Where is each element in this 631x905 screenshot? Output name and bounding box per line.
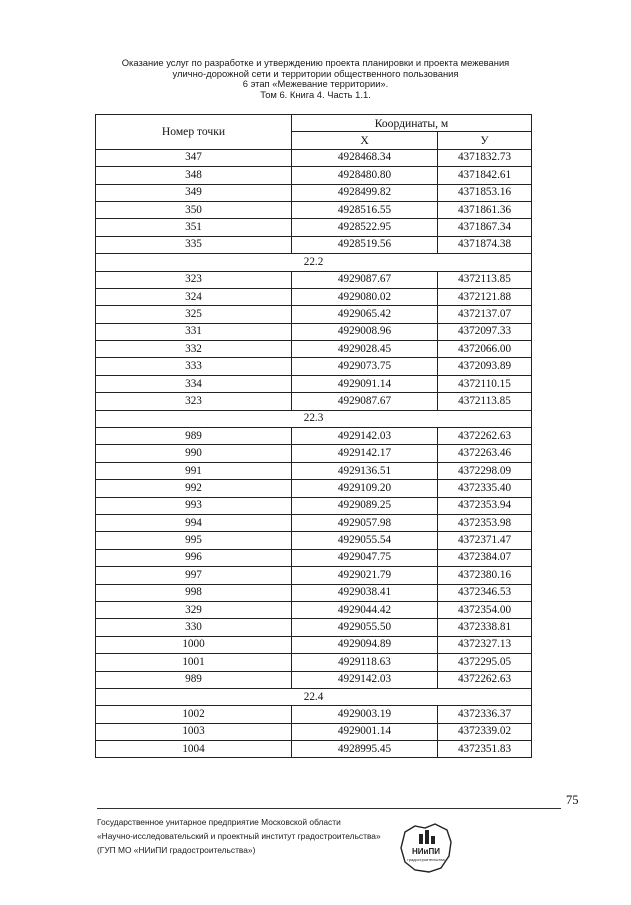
cell-y-coordinate: 4372121.88 [438, 288, 532, 305]
cell-x-coordinate: 4929001.14 [292, 723, 438, 740]
cell-point-number: 324 [96, 288, 292, 305]
cell-y-coordinate: 4372353.94 [438, 497, 532, 514]
table-row [96, 723, 532, 740]
table-row [96, 532, 532, 549]
document-footer [97, 815, 381, 857]
cell-y-coordinate: 4371832.73 [438, 149, 532, 166]
cell-x-coordinate: 4929089.25 [292, 497, 438, 514]
niipi-logo-icon [395, 816, 457, 878]
cell-x-coordinate: 4929008.96 [292, 323, 438, 340]
cell-point-number: 335 [96, 236, 292, 253]
section-row [96, 410, 532, 427]
cell-y-coordinate: 4372263.46 [438, 445, 532, 462]
table-row [96, 236, 532, 253]
cell-y-coordinate: 4372298.09 [438, 462, 532, 479]
table-row [96, 358, 532, 375]
header-line-4: Том 6. Книга 4. Часть 1.1. [260, 88, 371, 100]
cell-x-coordinate: 4929044.42 [292, 601, 438, 618]
column-header-point: Номер точки [96, 115, 292, 150]
table-row [96, 201, 532, 218]
section-label: 22.3 [96, 410, 532, 427]
document-header [60, 58, 571, 100]
cell-point-number: 332 [96, 341, 292, 358]
table-row [96, 288, 532, 305]
cell-x-coordinate: 4929118.63 [292, 654, 438, 671]
cell-y-coordinate: 4372354.00 [438, 601, 532, 618]
cell-x-coordinate: 4929055.54 [292, 532, 438, 549]
cell-y-coordinate: 4372093.89 [438, 358, 532, 375]
cell-y-coordinate: 4372066.00 [438, 341, 532, 358]
cell-y-coordinate: 4372346.53 [438, 584, 532, 601]
cell-x-coordinate: 4929142.03 [292, 671, 438, 688]
cell-point-number: 333 [96, 358, 292, 375]
cell-point-number: 989 [96, 671, 292, 688]
cell-point-number: 334 [96, 375, 292, 392]
cell-y-coordinate: 4372384.07 [438, 549, 532, 566]
table-row [96, 323, 532, 340]
cell-x-coordinate: 4929057.98 [292, 514, 438, 531]
cell-y-coordinate: 4372339.02 [438, 723, 532, 740]
table-row [96, 445, 532, 462]
table-row [96, 706, 532, 723]
cell-x-coordinate: 4929028.45 [292, 341, 438, 358]
cell-x-coordinate: 4929087.67 [292, 393, 438, 410]
cell-y-coordinate: 4372353.98 [438, 514, 532, 531]
table-row [96, 271, 532, 288]
header-line-2: улично-дорожной сети и территории общественного пользования [172, 67, 459, 79]
footer-line-1: Государственное унитарное предприятие Московской области [97, 817, 341, 827]
cell-y-coordinate: 4372295.05 [438, 654, 532, 671]
logo-text: НИиПИ [412, 847, 440, 856]
cell-y-coordinate: 4371861.36 [438, 201, 532, 218]
cell-x-coordinate: 4929142.03 [292, 428, 438, 445]
cell-y-coordinate: 4372262.63 [438, 671, 532, 688]
cell-y-coordinate: 4372338.81 [438, 619, 532, 636]
footer-line-3: (ГУП МО «НИиПИ градостроительства») [97, 845, 256, 855]
cell-y-coordinate: 4372113.85 [438, 271, 532, 288]
cell-x-coordinate: 4929047.75 [292, 549, 438, 566]
column-header-coordinates: Координаты, м [292, 115, 532, 132]
cell-x-coordinate: 4928522.95 [292, 219, 438, 236]
table-row [96, 393, 532, 410]
table-row [96, 167, 532, 184]
table-row [96, 514, 532, 531]
table-row [96, 584, 532, 601]
table-row [96, 341, 532, 358]
cell-y-coordinate: 4372335.40 [438, 480, 532, 497]
cell-x-coordinate: 4929109.20 [292, 480, 438, 497]
cell-point-number: 992 [96, 480, 292, 497]
cell-x-coordinate: 4929038.41 [292, 584, 438, 601]
cell-point-number: 325 [96, 306, 292, 323]
column-header-y: У [438, 132, 532, 149]
table-header-row [96, 115, 532, 132]
table-row [96, 601, 532, 618]
cell-y-coordinate: 4372262.63 [438, 428, 532, 445]
cell-y-coordinate: 4371842.61 [438, 167, 532, 184]
cell-x-coordinate: 4929080.02 [292, 288, 438, 305]
cell-x-coordinate: 4928480.80 [292, 167, 438, 184]
cell-y-coordinate: 4371874.38 [438, 236, 532, 253]
cell-x-coordinate: 4928468.34 [292, 149, 438, 166]
cell-x-coordinate: 4928516.55 [292, 201, 438, 218]
table-row [96, 375, 532, 392]
cell-y-coordinate: 4372351.83 [438, 741, 532, 758]
cell-y-coordinate: 4372380.16 [438, 567, 532, 584]
cell-point-number: 998 [96, 584, 292, 601]
cell-point-number: 995 [96, 532, 292, 549]
cell-point-number: 1001 [96, 654, 292, 671]
section-row [96, 254, 532, 271]
table-row [96, 184, 532, 201]
cell-point-number: 1004 [96, 741, 292, 758]
cell-x-coordinate: 4929136.51 [292, 462, 438, 479]
coordinates-table [95, 114, 532, 758]
cell-point-number: 997 [96, 567, 292, 584]
cell-point-number: 991 [96, 462, 292, 479]
table-row [96, 619, 532, 636]
cell-point-number: 323 [96, 271, 292, 288]
cell-point-number: 349 [96, 184, 292, 201]
cell-x-coordinate: 4929065.42 [292, 306, 438, 323]
table-row [96, 497, 532, 514]
table-row [96, 428, 532, 445]
cell-x-coordinate: 4929055.50 [292, 619, 438, 636]
cell-point-number: 996 [96, 549, 292, 566]
cell-x-coordinate: 4928995.45 [292, 741, 438, 758]
table-row [96, 219, 532, 236]
cell-y-coordinate: 4372327.13 [438, 636, 532, 653]
footer-line-2: «Научно-исследовательский и проектный институт градостроительства» [97, 831, 381, 841]
cell-y-coordinate: 4372097.33 [438, 323, 532, 340]
cell-point-number: 351 [96, 219, 292, 236]
cell-y-coordinate: 4371867.34 [438, 219, 532, 236]
cell-point-number: 331 [96, 323, 292, 340]
cell-point-number: 323 [96, 393, 292, 410]
table-row [96, 480, 532, 497]
cell-x-coordinate: 4929142.17 [292, 445, 438, 462]
cell-y-coordinate: 4371853.16 [438, 184, 532, 201]
cell-x-coordinate: 4929003.19 [292, 706, 438, 723]
table-row [96, 149, 532, 166]
table-row [96, 462, 532, 479]
section-label: 22.4 [96, 688, 532, 705]
table-row [96, 671, 532, 688]
table-row [96, 654, 532, 671]
cell-x-coordinate: 4929073.75 [292, 358, 438, 375]
cell-point-number: 347 [96, 149, 292, 166]
cell-x-coordinate: 4929087.67 [292, 271, 438, 288]
footer-divider [97, 808, 561, 809]
cell-y-coordinate: 4372110.15 [438, 375, 532, 392]
cell-x-coordinate: 4929021.79 [292, 567, 438, 584]
table-row [96, 741, 532, 758]
table-row [96, 549, 532, 566]
cell-point-number: 1003 [96, 723, 292, 740]
cell-y-coordinate: 4372336.37 [438, 706, 532, 723]
cell-point-number: 350 [96, 201, 292, 218]
cell-point-number: 989 [96, 428, 292, 445]
cell-x-coordinate: 4929094.89 [292, 636, 438, 653]
cell-point-number: 993 [96, 497, 292, 514]
cell-point-number: 990 [96, 445, 292, 462]
cell-point-number: 348 [96, 167, 292, 184]
table-row [96, 567, 532, 584]
page-number: 75 [566, 793, 579, 807]
cell-y-coordinate: 4372371.47 [438, 532, 532, 549]
table-row [96, 636, 532, 653]
cell-point-number: 329 [96, 601, 292, 618]
table-row [96, 306, 532, 323]
cell-point-number: 994 [96, 514, 292, 531]
cell-y-coordinate: 4372137.07 [438, 306, 532, 323]
cell-point-number: 1000 [96, 636, 292, 653]
cell-y-coordinate: 4372113.85 [438, 393, 532, 410]
cell-x-coordinate: 4929091.14 [292, 375, 438, 392]
cell-x-coordinate: 4928499.82 [292, 184, 438, 201]
cell-x-coordinate: 4928519.56 [292, 236, 438, 253]
logo-subtext: градостроительства [407, 857, 445, 862]
cell-point-number: 330 [96, 619, 292, 636]
section-label: 22.2 [96, 254, 532, 271]
header-line-3: 6 этап «Межевание территории». [242, 78, 389, 90]
section-row [96, 688, 532, 705]
header-line-1: Оказание услуг по разработке и утверждению проекта планировки и проекта межевания [121, 57, 510, 68]
column-header-x: X [292, 132, 438, 149]
cell-point-number: 1002 [96, 706, 292, 723]
